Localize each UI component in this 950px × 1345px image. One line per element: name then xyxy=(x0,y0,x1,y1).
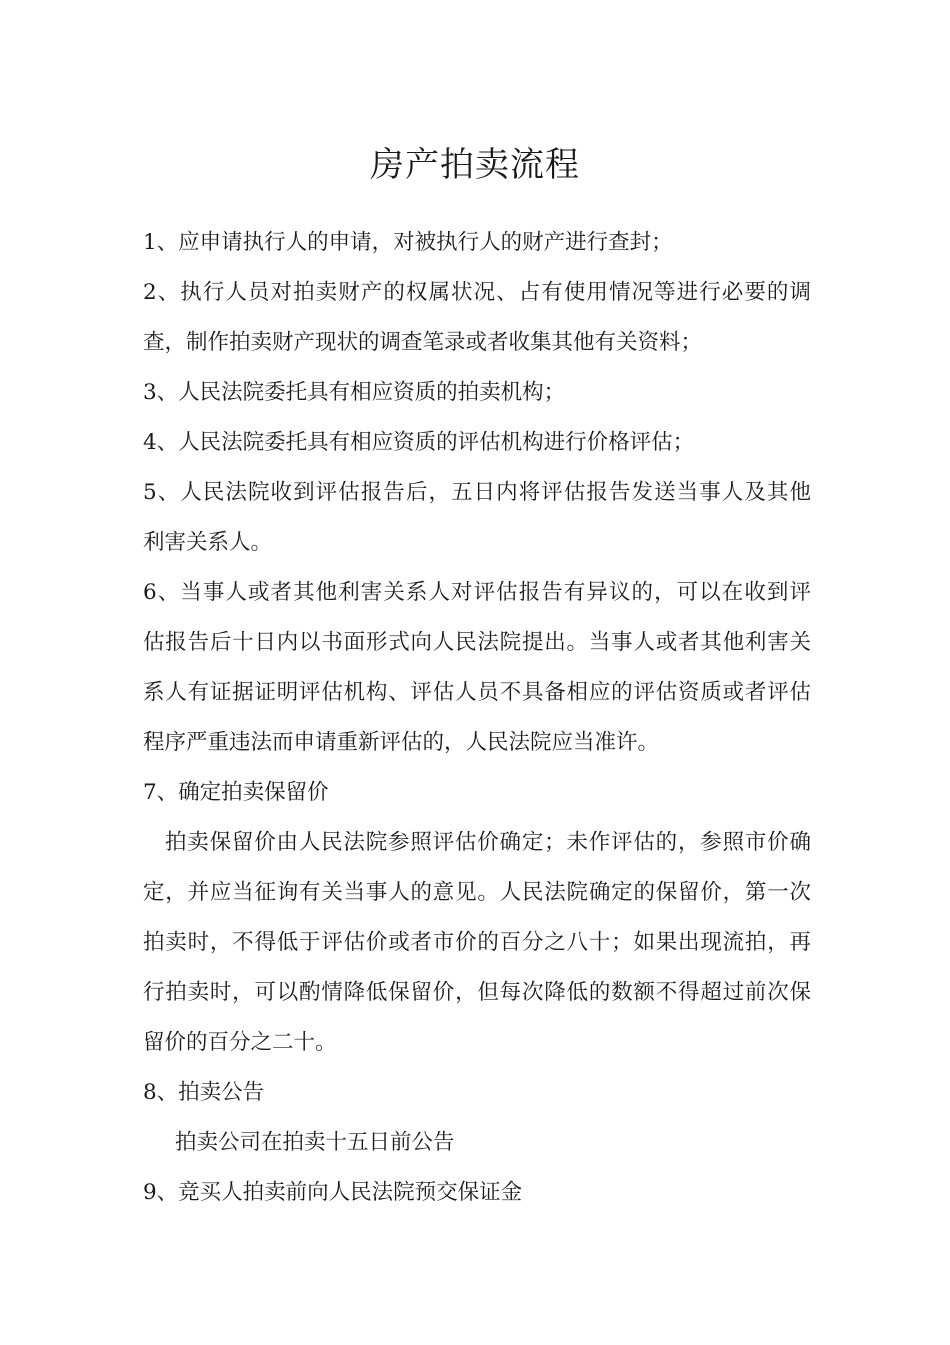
step-7-para-line-4: 行拍卖时，可以酌情降低保留价，但每次降低的数额不得超过前次保 xyxy=(143,980,811,1005)
document-body xyxy=(143,218,811,1218)
step-7-para-line-3: 拍卖时，不得低于评估价或者市价的百分之八十；如果出现流拍，再 xyxy=(143,930,811,955)
step-7-para-line-2: 定，并应当征询有关当事人的意见。人民法院确定的保留价，第一次 xyxy=(143,880,811,905)
step-6-line-4: 程序严重违法而申请重新评估的，人民法院应当准许。 xyxy=(143,730,660,755)
step-8-para-line: 拍卖公司在拍卖十五日前公告 xyxy=(175,1130,455,1155)
step-7-para-line-5: 留价的百分之二十。 xyxy=(143,1030,337,1055)
step-6-line-1: 6、当事人或者其他利害关系人对评估报告有异议的，可以在收到评 xyxy=(143,580,811,605)
step-6-line-2: 估报告后十日内以书面形式向人民法院提出。当事人或者其他利害关 xyxy=(143,630,811,655)
step-2-line-2: 查，制作拍卖财产现状的调查笔录或者收集其他有关资料； xyxy=(143,330,703,355)
step-5-line-2: 利害关系人。 xyxy=(143,530,273,555)
document-title: 房产拍卖流程 xyxy=(370,144,580,185)
step-4-line: 4、人民法院委托具有相应资质的评估机构进行价格评估； xyxy=(143,430,695,455)
step-7-para-line-1: 拍卖保留价由人民法院参照评估价确定；未作评估的，参照市价确 xyxy=(165,830,811,855)
step-8-heading: 8、拍卖公告 xyxy=(143,1080,265,1105)
step-5-line-1: 5、人民法院收到评估报告后，五日内将评估报告发送当事人及其他 xyxy=(143,480,811,505)
step-2-line-1: 2、执行人员对拍卖财产的权属状况、占有使用情况等进行必要的调 xyxy=(143,280,811,305)
step-6-line-3: 系人有证据证明评估机构、评估人员不具备相应的评估资质或者评估 xyxy=(143,680,811,705)
step-3-line: 3、人民法院委托具有相应资质的拍卖机构； xyxy=(143,380,566,405)
step-1-line: 1、应申请执行人的申请，对被执行人的财产进行查封； xyxy=(143,230,673,255)
step-7-heading: 7、确定拍卖保留价 xyxy=(143,780,329,805)
step-9-line: 9、竞买人拍卖前向人民法院预交保证金 xyxy=(143,1180,523,1205)
